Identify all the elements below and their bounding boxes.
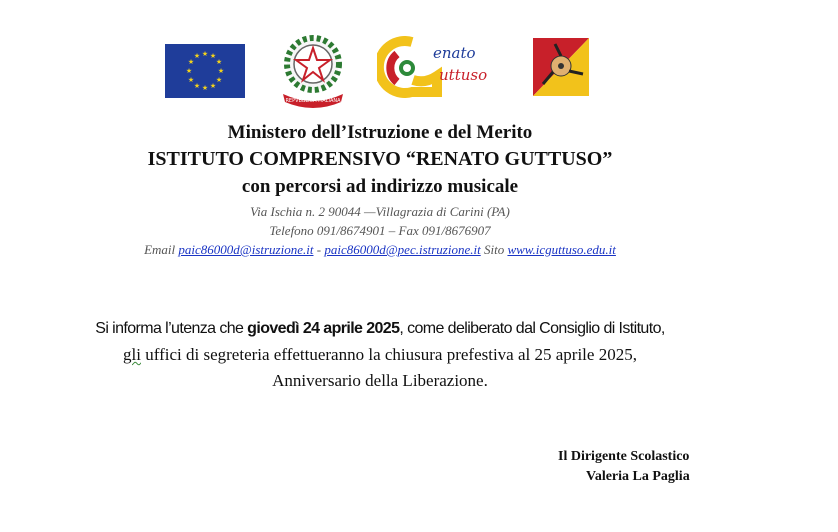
svg-text:★: ★ bbox=[215, 76, 223, 84]
svg-text:★: ★ bbox=[187, 76, 195, 84]
svg-text:★: ★ bbox=[201, 84, 209, 92]
notice-line-1 bbox=[0, 320, 760, 338]
signature-name: Valeria La Paglia bbox=[586, 469, 690, 484]
closure-date: giovedì 24 aprile 2025 bbox=[247, 320, 400, 337]
svg-text:REPVBBLICA ITALIANA: REPVBBLICA ITALIANA bbox=[285, 98, 341, 104]
school-contacts bbox=[0, 242, 760, 258]
pec-link[interactable]: paic86000d@pec.istruzione.it bbox=[324, 242, 481, 257]
notice-line-2-rest: uffici di segreteria effettueranno la chiusura prefestiva al 25 aprile 2025, bbox=[141, 345, 637, 364]
spellcheck-word: gli bbox=[123, 345, 141, 364]
svg-text:★: ★ bbox=[209, 52, 217, 60]
sicily-flag-logo bbox=[533, 38, 589, 96]
svg-text:★: ★ bbox=[215, 58, 223, 66]
institute-title: ISTITUTO COMPRENSIVO “RENATO GUTTUSO” bbox=[147, 148, 613, 170]
svg-text:★: ★ bbox=[193, 52, 201, 60]
website-link[interactable]: www.icguttuso.edu.it bbox=[507, 242, 616, 257]
notice-line-2 bbox=[0, 345, 760, 365]
ministry-title: Ministero dell’Istruzione e del Merito bbox=[227, 122, 533, 143]
notice-line-1-end: , come deliberato dal Consiglio di Istituto, bbox=[399, 320, 665, 337]
svg-text:★: ★ bbox=[185, 67, 193, 75]
svg-text:★: ★ bbox=[217, 67, 225, 75]
svg-text:★: ★ bbox=[193, 82, 201, 90]
notice-line-3: Anniversario della Liberazione. bbox=[272, 371, 488, 390]
italian-republic-emblem bbox=[275, 28, 351, 110]
renato-guttuso-logo bbox=[377, 36, 517, 98]
svg-text:enato: enato bbox=[433, 44, 476, 62]
svg-text:uttuso: uttuso bbox=[439, 66, 488, 84]
notice-line-1-start: Si informa l’utenza che bbox=[95, 320, 248, 337]
eu-flag-logo bbox=[165, 44, 245, 98]
school-address: Via Ischia n. 2 90044 —Villagrazia di Carini (PA) bbox=[250, 204, 510, 219]
contact-separator: - bbox=[316, 242, 322, 257]
svg-text:★: ★ bbox=[201, 50, 209, 58]
svg-text:★: ★ bbox=[187, 58, 195, 66]
school-phone-fax: Telefono 091/8674901 – Fax 091/8676907 bbox=[269, 223, 491, 238]
email-link[interactable]: paic86000d@istruzione.it bbox=[178, 242, 314, 257]
signature-title: Il Dirigente Scolastico bbox=[558, 449, 690, 464]
email-label: Email bbox=[144, 242, 176, 257]
logo-bar bbox=[165, 38, 595, 108]
svg-text:★: ★ bbox=[209, 82, 217, 90]
site-label: Sito bbox=[483, 242, 505, 257]
institute-subtitle: con percorsi ad indirizzo musicale bbox=[241, 176, 519, 197]
